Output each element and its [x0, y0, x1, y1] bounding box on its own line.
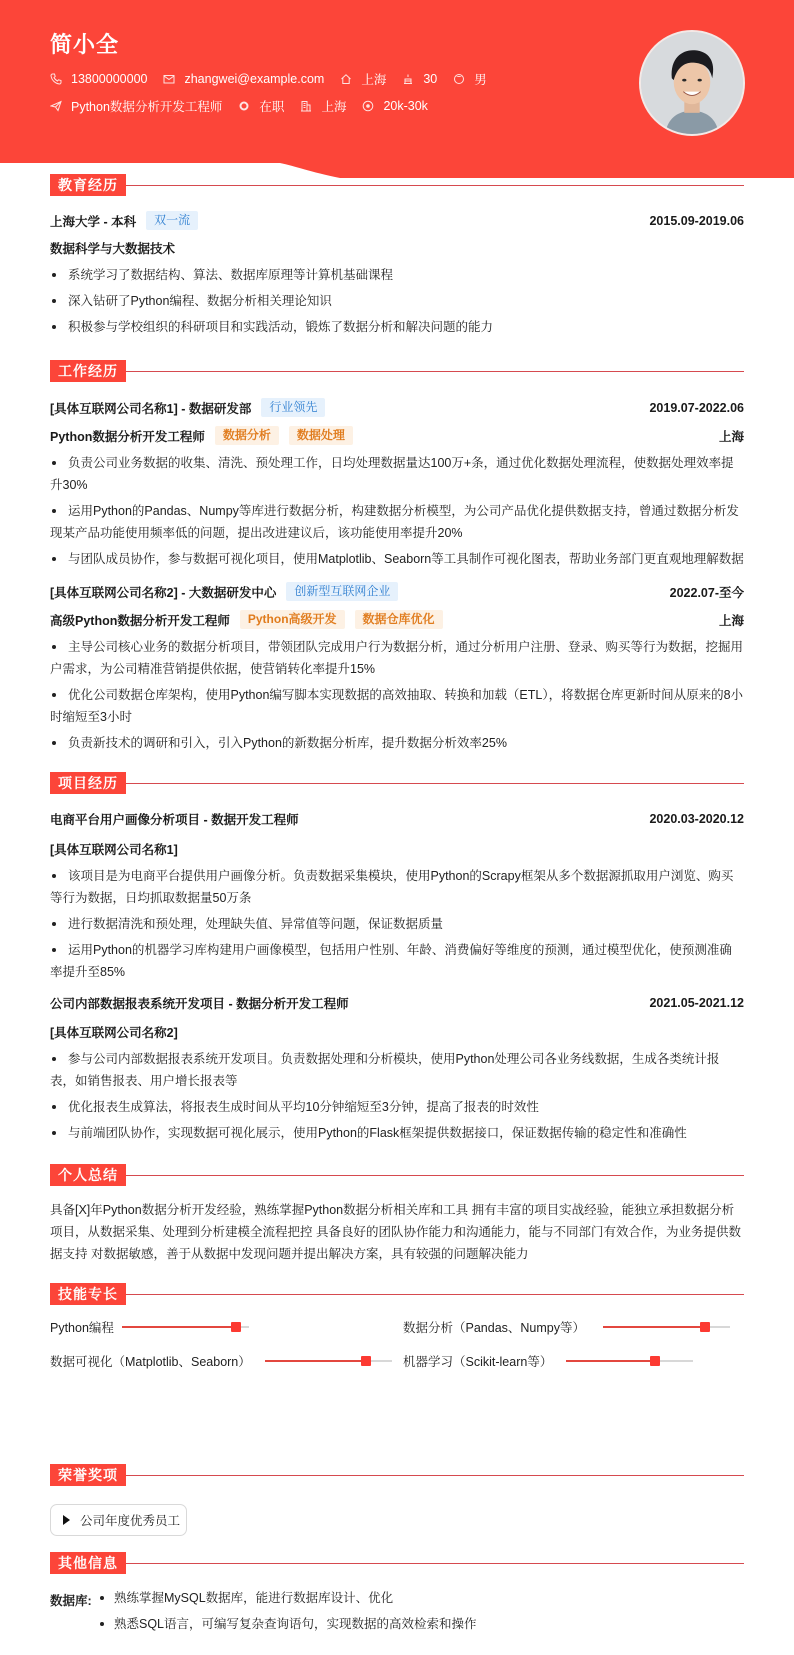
work-2-bullets	[50, 636, 744, 758]
city-item	[340, 70, 386, 88]
section-title-education: 教育经历	[50, 174, 126, 196]
work-1-title-row	[50, 426, 744, 445]
section-awards	[50, 1464, 744, 1486]
gender-text: 男	[474, 73, 487, 87]
send-icon	[50, 100, 62, 112]
skill-name: 机器学习（Scikit-learn等）	[403, 1355, 553, 1369]
avatar	[639, 30, 745, 136]
list-item: 熟悉SQL语言，可编写复杂查询语句，实现数据的高效检索和操作	[100, 1611, 477, 1637]
work-title: 高级Python数据分析开发工程师	[50, 613, 230, 628]
work-city-item	[300, 97, 346, 115]
contact-row	[50, 70, 503, 88]
phone-text: 13800000000	[71, 72, 148, 86]
section-skills	[50, 1283, 744, 1305]
project-1-bullets	[50, 865, 744, 987]
age-text: 30	[423, 72, 438, 86]
status-item	[238, 97, 284, 115]
skill-name: Python编程	[50, 1321, 114, 1335]
education-major: 数据科学与大数据技术	[50, 242, 176, 256]
age-icon	[402, 73, 414, 85]
skill-level-thumb	[231, 1322, 241, 1332]
award-item[interactable]	[50, 1504, 187, 1536]
section-work	[50, 360, 744, 382]
list-item: 运用Python的Pandas、Numpy等库进行数据分析，构建数据分析模型，为公司产品优化提供数据支持，曾通过数据分析发现某产品功能使用频率低的问题，提出改进建议后，该功能使用率提升20%	[50, 500, 744, 544]
city-text: 上海	[361, 73, 387, 87]
section-divider	[126, 1475, 744, 1476]
email-text: zhangwei@example.com	[184, 72, 325, 86]
salary-item	[362, 99, 427, 113]
other-database-list	[100, 1585, 477, 1637]
summary-text: 具备[X]年Python数据分析开发经验，熟练掌握Python数据分析相关库和工具 拥有丰富的项目实战经验，能独立承担数据分析项目，从数据采集、处理到分析建模全流程把控 具备良好的团队协作能力和沟通能力，能与不同部门有效合作，为业务提供数据支持 对数据敏感，善于从数据中发现问题并提出解决方案，具有较强的问题解决能力	[50, 1203, 741, 1261]
section-title-skills: 技能专长	[50, 1283, 126, 1305]
section-title-summary: 个人总结	[50, 1164, 126, 1186]
work-tag: 数据处理	[289, 426, 353, 445]
project-company: [具体互联网公司名称1]	[50, 843, 178, 857]
section-title-other: 其他信息	[50, 1552, 126, 1574]
work-tag: Python高级开发	[240, 610, 345, 629]
education-bullets	[50, 264, 744, 342]
skill-level-thumb	[700, 1322, 710, 1332]
company-badge: 行业领先	[261, 398, 325, 417]
skill-machine-learning	[403, 1352, 693, 1370]
list-item: 与团队成员协作，参与数据可视化项目，使用Matplotlib、Seaborn等工具制作可视化图表，帮助业务部门更直观地理解数据	[50, 548, 744, 570]
work-company: [具体互联网公司名称2] - 大数据研发中心	[50, 585, 277, 600]
status-text: 在职	[259, 100, 285, 114]
education-date: 2015.09-2019.06	[649, 213, 744, 228]
list-item: 系统学习了数据结构、算法、数据库原理等计算机基础课程	[50, 264, 744, 286]
skill-level-bar	[122, 1326, 249, 1328]
project-2-header	[50, 994, 744, 1012]
project-1-header	[50, 810, 744, 828]
work-location: 上海	[718, 429, 744, 444]
avatar-photo	[641, 32, 743, 134]
skill-level-bar	[265, 1360, 392, 1362]
work-date: 2019.07-2022.06	[649, 400, 744, 415]
section-title-work: 工作经历	[50, 360, 126, 382]
list-item: 负责新技术的调研和引入，引入Python的新数据分析库，提升数据分析效率25%	[50, 732, 744, 754]
list-item: 该项目是为电商平台提供用户画像分析。负责数据采集模块，使用Python的Scrapy框架从多个数据源抓取用户浏览、购买等行为数据，日均抓取数据量50万条	[50, 865, 744, 909]
section-divider	[126, 371, 744, 372]
list-item: 与前端团队协作，实现数据可视化展示，使用Python的Flask框架提供数据接口，保证数据传输的稳定性和准确性	[50, 1122, 744, 1144]
age-item	[402, 72, 437, 86]
gender-icon	[453, 73, 465, 85]
section-education	[50, 174, 744, 196]
mail-icon	[163, 73, 175, 85]
list-item: 负责公司业务数据的收集、清洗、预处理工作，日均处理数据量达100万+条，通过优化数据处理流程，使数据处理效率提升30%	[50, 452, 744, 496]
skill-python	[50, 1318, 249, 1336]
position-item	[50, 97, 222, 115]
project-date: 2021.05-2021.12	[649, 996, 744, 1010]
award-name: 公司年度优秀员工	[80, 1514, 181, 1528]
project-2-company-row	[50, 1023, 744, 1041]
building-icon	[300, 100, 312, 112]
work-city-text: 上海	[321, 100, 347, 114]
candidate-name: 简小全	[50, 32, 120, 57]
skill-data-analysis	[403, 1318, 730, 1336]
work-location: 上海	[718, 613, 744, 628]
section-divider	[126, 1175, 744, 1176]
list-item: 参与公司内部数据报表系统开发项目。负责数据处理和分析模块，使用Python处理公司各业务线数据，生成各类统计报表，如销售报表、用户增长报表等	[50, 1048, 744, 1092]
other-label-database: 数据库:	[50, 1594, 92, 1608]
project-name: 电商平台用户画像分析项目 - 数据开发工程师	[50, 813, 299, 827]
project-date: 2020.03-2020.12	[649, 812, 744, 826]
work-tag: 数据分析	[215, 426, 279, 445]
phone-icon	[50, 73, 62, 85]
education-header	[50, 211, 744, 230]
list-item: 积极参与学校组织的科研项目和实践活动，锻炼了数据分析和解决问题的能力	[50, 316, 744, 338]
company-badge: 创新型互联网企业	[286, 582, 398, 601]
skill-visualization	[50, 1352, 392, 1370]
project-1-company-row	[50, 840, 744, 858]
home-icon	[340, 73, 352, 85]
work-date: 2022.07-至今	[669, 585, 744, 600]
gender-item	[453, 70, 487, 88]
list-item: 优化报表生成算法，将报表生成时间从平均10分钟缩短至3分钟，提高了报表的时效性	[50, 1096, 744, 1118]
section-summary	[50, 1164, 744, 1186]
skill-level-thumb	[361, 1356, 371, 1366]
work-tag: 数据仓库优化	[355, 610, 443, 629]
play-triangle-icon	[63, 1515, 70, 1525]
project-company: [具体互联网公司名称2]	[50, 1026, 178, 1040]
section-divider	[126, 1563, 744, 1564]
work-2-header	[50, 582, 744, 601]
section-other	[50, 1552, 744, 1574]
section-title-awards: 荣誉奖项	[50, 1464, 126, 1486]
skill-name: 数据可视化（Matplotlib、Seaborn）	[50, 1355, 251, 1369]
work-2-title-row	[50, 610, 744, 629]
skill-level-thumb	[650, 1356, 660, 1366]
salary-icon	[362, 100, 374, 112]
resume-header	[0, 0, 794, 180]
project-name: 公司内部数据报表系统开发项目 - 数据分析开发工程师	[50, 997, 349, 1011]
list-item: 运用Python的机器学习库构建用户画像模型，包括用户性别、年龄、消费偏好等维度的预测，通过模型优化，使预测准确率提升至85%	[50, 939, 744, 983]
skill-level-bar	[566, 1360, 693, 1362]
education-major-row	[50, 239, 744, 257]
school-name: 上海大学 - 本科	[50, 214, 137, 229]
job-intent-row	[50, 97, 444, 115]
section-divider	[126, 185, 744, 186]
list-item: 熟练掌握MySQL数据库，能进行数据库设计、优化	[100, 1585, 477, 1611]
work-company: [具体互联网公司名称1] - 数据研发部	[50, 401, 252, 416]
work-1-header	[50, 398, 744, 417]
list-item: 深入钻研了Python编程、数据分析相关理论知识	[50, 290, 744, 312]
position-text: Python数据分析开发工程师	[71, 100, 223, 114]
school-badge: 双一流	[146, 211, 198, 230]
section-projects	[50, 772, 744, 794]
status-icon	[238, 100, 250, 112]
phone-item	[50, 72, 147, 86]
section-divider	[126, 1294, 744, 1295]
list-item: 优化公司数据仓库架构，使用Python编写脚本实现数据的高效抽取、转换和加载（ETL），将数据仓库更新时间从原来的8小时缩短至3小时	[50, 684, 744, 728]
section-title-projects: 项目经历	[50, 772, 126, 794]
list-item: 主导公司核心业务的数据分析项目，带领团队完成用户行为数据分析，通过分析用户注册、登录、购买等行为数据，挖掘用户需求，为公司精准营销提供依据，使营销转化率提升15%	[50, 636, 744, 680]
section-divider	[126, 783, 744, 784]
work-title: Python数据分析开发工程师	[50, 429, 205, 444]
skill-name: 数据分析（Pandas、Numpy等）	[403, 1321, 585, 1335]
salary-text: 20k-30k	[383, 99, 428, 113]
email-item	[163, 72, 324, 86]
skill-level-bar	[603, 1326, 730, 1328]
list-item: 进行数据清洗和预处理，处理缺失值、异常值等问题，保证数据质量	[50, 913, 744, 935]
project-2-bullets	[50, 1048, 744, 1148]
work-1-bullets	[50, 452, 744, 574]
